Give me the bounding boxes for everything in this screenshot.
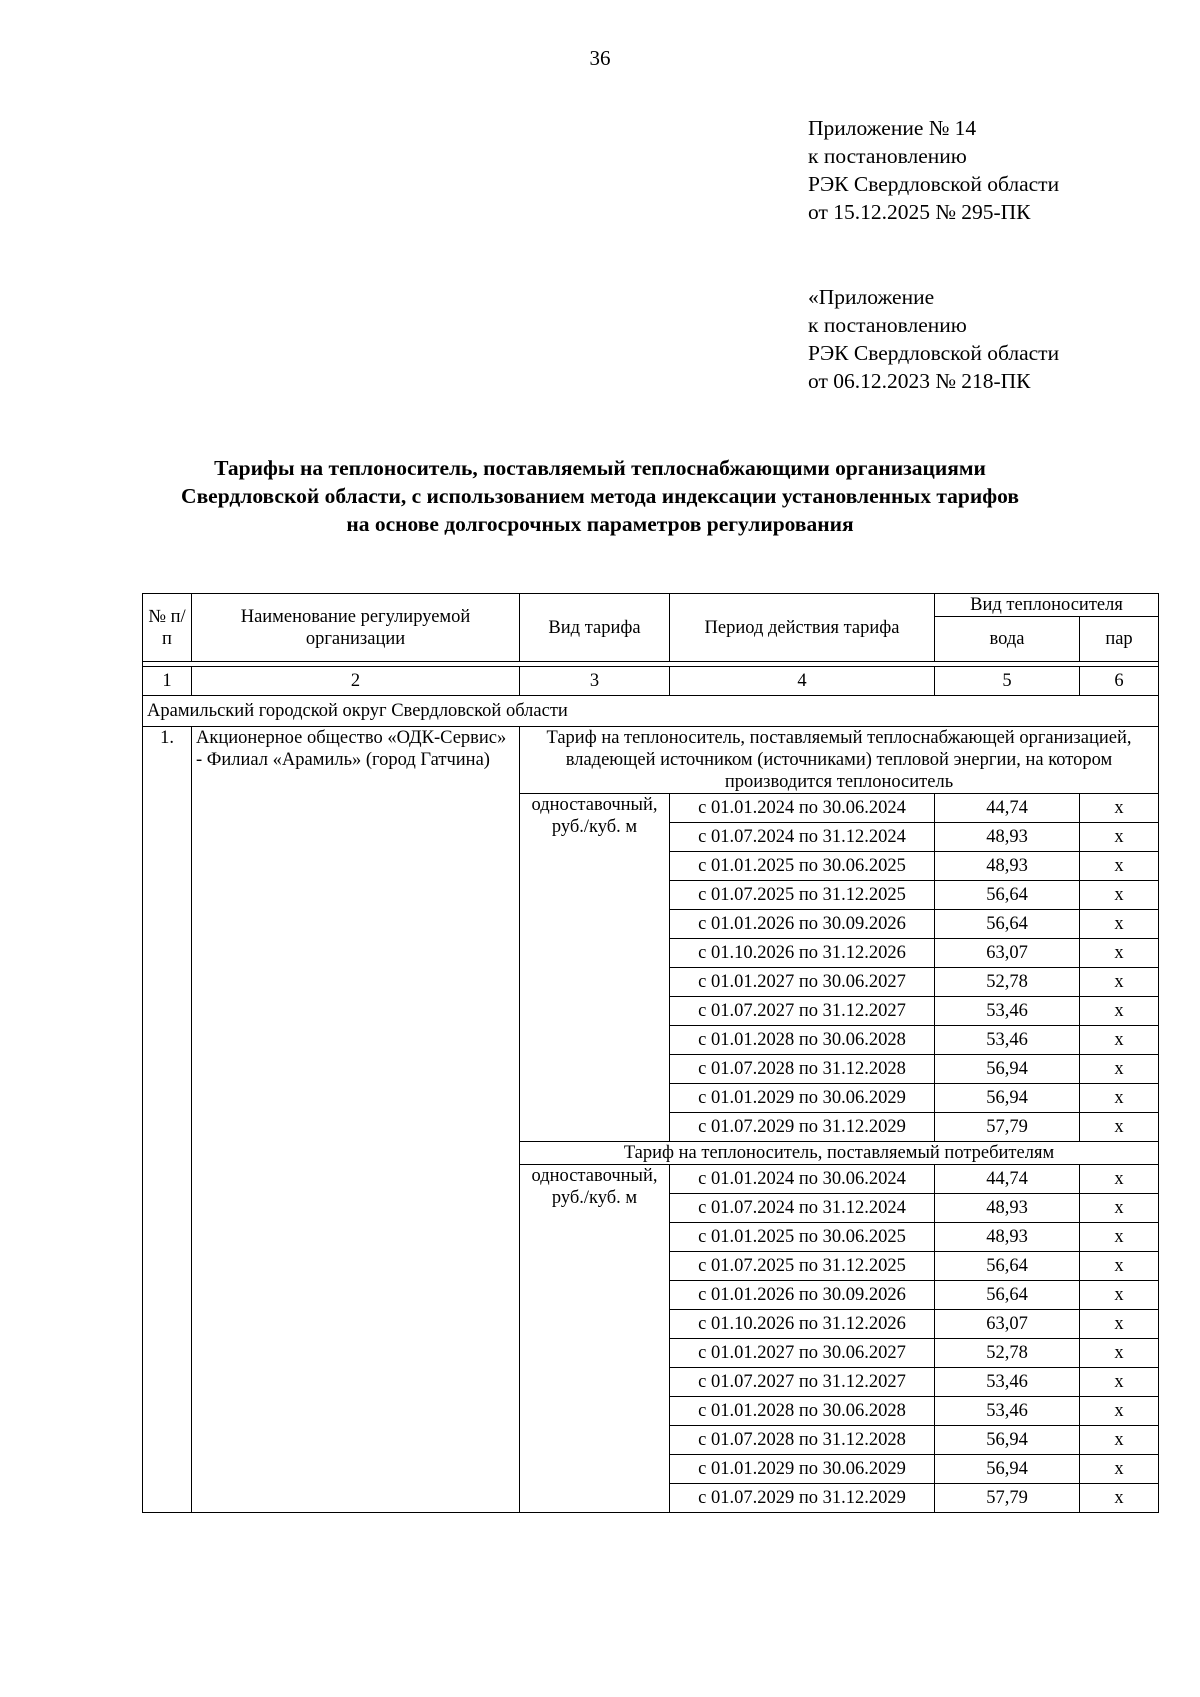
water-value-cell: 53,46 <box>935 997 1080 1026</box>
water-value-cell: 63,07 <box>935 939 1080 968</box>
water-value-cell: 53,46 <box>935 1368 1080 1397</box>
water-value-cell: 48,93 <box>935 1194 1080 1223</box>
steam-value-cell: х <box>1080 794 1159 823</box>
header-tariff-type: Вид тарифа <box>520 594 670 662</box>
water-value-cell: 56,64 <box>935 910 1080 939</box>
appendix-current-line4: от 15.12.2025 № 295-ПК <box>808 200 1031 224</box>
header-period: Период действия тарифа <box>670 594 935 662</box>
tariffs-table <box>142 593 1159 1513</box>
water-value-cell: 52,78 <box>935 968 1080 997</box>
period-cell: с 01.07.2029 по 31.12.2029 <box>670 1484 935 1513</box>
water-value-cell: 57,79 <box>935 1113 1080 1142</box>
period-cell: с 01.01.2028 по 30.06.2028 <box>670 1397 935 1426</box>
section-title-row <box>143 727 1159 794</box>
water-value-cell: 56,94 <box>935 1455 1080 1484</box>
water-value-cell: 56,64 <box>935 1281 1080 1310</box>
steam-value-cell: х <box>1080 823 1159 852</box>
region-row <box>143 696 1159 727</box>
column-number: 1 <box>143 667 192 696</box>
steam-value-cell: х <box>1080 997 1159 1026</box>
period-cell: с 01.10.2026 по 31.12.2026 <box>670 939 935 968</box>
water-value-cell: 56,94 <box>935 1084 1080 1113</box>
appendix-current-line2: к постановлению <box>808 144 967 168</box>
period-cell: с 01.01.2028 по 30.06.2028 <box>670 1026 935 1055</box>
period-cell: с 01.01.2027 по 30.06.2027 <box>670 1339 935 1368</box>
steam-value-cell: х <box>1080 1484 1159 1513</box>
header-water: вода <box>935 617 1080 662</box>
water-value-cell: 52,78 <box>935 1339 1080 1368</box>
water-value-cell: 56,94 <box>935 1426 1080 1455</box>
steam-value-cell: х <box>1080 1310 1159 1339</box>
section-title: Тариф на теплоноситель, поставляемый потребителям <box>520 1142 1159 1165</box>
appendix-current-line3: РЭК Свердловской области <box>808 172 1060 196</box>
steam-value-cell: х <box>1080 881 1159 910</box>
column-number-row <box>143 667 1159 696</box>
period-cell: с 01.01.2026 по 30.09.2026 <box>670 910 935 939</box>
water-value-cell: 48,93 <box>935 852 1080 881</box>
steam-value-cell: х <box>1080 1339 1159 1368</box>
title-line2: Свердловской области, с использованием метода индексации установленных тарифов <box>181 484 1019 508</box>
steam-value-cell: х <box>1080 910 1159 939</box>
appendix-original-line3: РЭК Свердловской области <box>808 341 1060 365</box>
steam-value-cell: х <box>1080 968 1159 997</box>
appendix-original-line4: от 06.12.2023 № 218-ПК <box>808 369 1031 393</box>
org-name: Акционерное общество «ОДК-Сервис» - Филиал «Арамиль» (город Гатчина) <box>192 727 520 1513</box>
period-cell: с 01.01.2029 по 30.06.2029 <box>670 1455 935 1484</box>
water-value-cell: 56,64 <box>935 881 1080 910</box>
appendix-current-line1: Приложение № 14 <box>808 116 977 140</box>
steam-value-cell: х <box>1080 852 1159 881</box>
steam-value-cell: х <box>1080 1026 1159 1055</box>
period-cell: с 01.07.2027 по 31.12.2027 <box>670 1368 935 1397</box>
tariff-type: одноставочный, руб./куб. м <box>520 1165 670 1513</box>
steam-value-cell: х <box>1080 1084 1159 1113</box>
document-title <box>100 454 1100 538</box>
column-number: 4 <box>670 667 935 696</box>
steam-value-cell: х <box>1080 1055 1159 1084</box>
steam-value-cell: х <box>1080 1455 1159 1484</box>
water-value-cell: 53,46 <box>935 1397 1080 1426</box>
steam-value-cell: х <box>1080 1113 1159 1142</box>
water-value-cell: 57,79 <box>935 1484 1080 1513</box>
period-cell: с 01.01.2025 по 30.06.2025 <box>670 1223 935 1252</box>
period-cell: с 01.07.2024 по 31.12.2024 <box>670 823 935 852</box>
period-cell: с 01.01.2024 по 30.06.2024 <box>670 794 935 823</box>
period-cell: с 01.07.2025 по 31.12.2025 <box>670 881 935 910</box>
region-name: Арамильский городской округ Свердловской области <box>143 696 1159 727</box>
period-cell: с 01.10.2026 по 31.12.2026 <box>670 1310 935 1339</box>
water-value-cell: 48,93 <box>935 1223 1080 1252</box>
appendix-original-line2: к постановлению <box>808 313 967 337</box>
water-value-cell: 56,64 <box>935 1252 1080 1281</box>
period-cell: с 01.01.2026 по 30.09.2026 <box>670 1281 935 1310</box>
page-number: 36 <box>589 46 611 70</box>
period-cell: с 01.07.2025 по 31.12.2025 <box>670 1252 935 1281</box>
header-org: Наименование регулируемой организации <box>192 594 520 662</box>
header-steam: пар <box>1080 617 1159 662</box>
water-value-cell: 44,74 <box>935 1165 1080 1194</box>
water-value-cell: 63,07 <box>935 1310 1080 1339</box>
column-number: 5 <box>935 667 1080 696</box>
title-line3: на основе долгосрочных параметров регулирования <box>346 512 854 536</box>
title-line1: Тарифы на теплоноситель, поставляемый теплоснабжающими организациями <box>214 456 986 480</box>
steam-value-cell: х <box>1080 1165 1159 1194</box>
water-value-cell: 56,94 <box>935 1055 1080 1084</box>
header-carrier: Вид теплоносителя <box>935 594 1159 617</box>
steam-value-cell: х <box>1080 1397 1159 1426</box>
steam-value-cell: х <box>1080 1281 1159 1310</box>
steam-value-cell: х <box>1080 1426 1159 1455</box>
period-cell: с 01.01.2025 по 30.06.2025 <box>670 852 935 881</box>
steam-value-cell: х <box>1080 1223 1159 1252</box>
period-cell: с 01.01.2027 по 30.06.2027 <box>670 968 935 997</box>
period-cell: с 01.01.2024 по 30.06.2024 <box>670 1165 935 1194</box>
water-value-cell: 48,93 <box>935 823 1080 852</box>
tariff-type: одноставочный, руб./куб. м <box>520 794 670 1142</box>
period-cell: с 01.07.2029 по 31.12.2029 <box>670 1113 935 1142</box>
steam-value-cell: х <box>1080 939 1159 968</box>
water-value-cell: 53,46 <box>935 1026 1080 1055</box>
period-cell: с 01.07.2024 по 31.12.2024 <box>670 1194 935 1223</box>
column-number: 2 <box>192 667 520 696</box>
steam-value-cell: х <box>1080 1194 1159 1223</box>
column-number: 6 <box>1080 667 1159 696</box>
appendix-original-line1: «Приложение <box>808 285 935 309</box>
header-row <box>143 594 1159 617</box>
header-num: № п/п <box>143 594 192 662</box>
water-value-cell: 44,74 <box>935 794 1080 823</box>
period-cell: с 01.07.2028 по 31.12.2028 <box>670 1426 935 1455</box>
steam-value-cell: х <box>1080 1368 1159 1397</box>
appendix-original-block <box>808 283 1059 395</box>
section-title: Тариф на теплоноситель, поставляемый теплоснабжающей организацией, владеющей источником (источниками) тепловой энергии, на котором производится теплоноситель <box>520 727 1159 794</box>
steam-value-cell: х <box>1080 1252 1159 1281</box>
period-cell: с 01.01.2029 по 30.06.2029 <box>670 1084 935 1113</box>
period-cell: с 01.07.2027 по 31.12.2027 <box>670 997 935 1026</box>
appendix-current-block <box>808 114 1059 226</box>
column-number: 3 <box>520 667 670 696</box>
org-number: 1. <box>143 727 192 1513</box>
period-cell: с 01.07.2028 по 31.12.2028 <box>670 1055 935 1084</box>
